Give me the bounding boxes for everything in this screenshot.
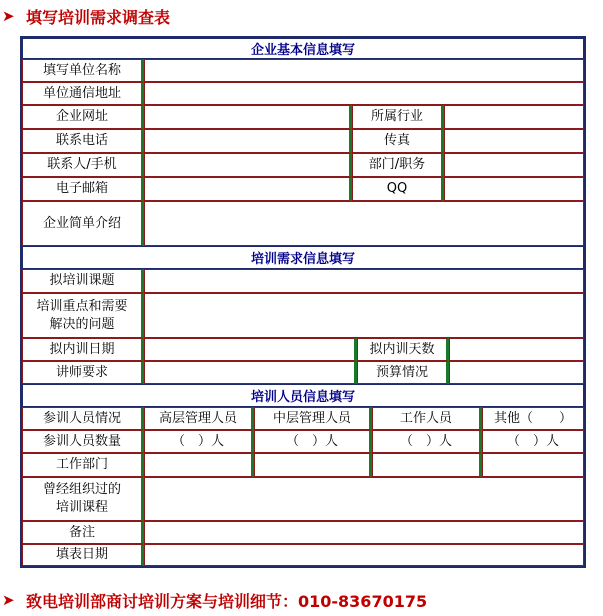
website-field[interactable] bbox=[144, 105, 352, 129]
department-staff-field[interactable] bbox=[372, 453, 482, 477]
industry-field[interactable] bbox=[444, 105, 584, 129]
fax-field[interactable] bbox=[444, 129, 584, 153]
label-focus-line2: 解决的问题 bbox=[49, 316, 115, 332]
label-budget: 预算情况 bbox=[357, 361, 449, 384]
department-other-field[interactable] bbox=[482, 453, 584, 477]
label-topic: 拟培训课题 bbox=[22, 269, 144, 293]
training-date-field[interactable] bbox=[144, 338, 357, 361]
label-count: 参训人员数量 bbox=[22, 430, 144, 453]
count-senior-field[interactable]: （ ）人 bbox=[144, 430, 254, 453]
phone-field[interactable] bbox=[144, 129, 352, 153]
label-department: 工作部门 bbox=[22, 453, 144, 477]
label-email: 电子邮箱 bbox=[22, 177, 144, 201]
label-focus-line1: 培训重点和需要 bbox=[36, 298, 128, 314]
contact-heading bbox=[2, 588, 427, 612]
company-name-field[interactable] bbox=[144, 59, 584, 82]
label-remarks: 备注 bbox=[22, 521, 144, 544]
form-heading bbox=[2, 4, 170, 28]
contact-heading-text: 致电培训部商讨培训方案与培训细节：010-83670175 bbox=[26, 591, 428, 611]
address-field[interactable] bbox=[144, 82, 584, 105]
count-middle-field[interactable]: （ ）人 bbox=[254, 430, 372, 453]
department-middle-field[interactable] bbox=[254, 453, 372, 477]
qq-field[interactable] bbox=[444, 177, 584, 201]
training-days-field[interactable] bbox=[449, 338, 584, 361]
label-lecturer: 讲师要求 bbox=[22, 361, 144, 384]
section-header-staff: 培训人员信息填写 bbox=[22, 384, 584, 407]
count-staff-field[interactable]: （ ）人 bbox=[372, 430, 482, 453]
label-prior-line2: 培训课程 bbox=[55, 500, 108, 515]
category-middle: 中层管理人员 bbox=[254, 407, 372, 430]
label-prior-courses bbox=[22, 477, 144, 521]
label-website: 企业网址 bbox=[22, 105, 144, 129]
category-other[interactable]: 其他（ ） bbox=[482, 407, 584, 430]
label-phone: 联系电话 bbox=[22, 129, 144, 153]
label-fill-date: 填表日期 bbox=[22, 544, 144, 566]
contact-field[interactable] bbox=[144, 153, 352, 177]
label-training-date: 拟内训日期 bbox=[22, 338, 144, 361]
label-contact: 联系人/手机 bbox=[22, 153, 144, 177]
label-company-name: 填写单位名称 bbox=[22, 59, 144, 82]
arrow-icon: ➤ bbox=[2, 7, 15, 25]
intro-field[interactable] bbox=[144, 201, 584, 246]
count-other-field[interactable]: （ ）人 bbox=[482, 430, 584, 453]
section-header-needs: 培训需求信息填写 bbox=[22, 246, 584, 269]
remarks-field[interactable] bbox=[144, 521, 584, 544]
label-dept-title: 部门/职务 bbox=[352, 153, 444, 177]
label-participants: 参训人员情况 bbox=[22, 407, 144, 430]
budget-field[interactable] bbox=[449, 361, 584, 384]
label-industry: 所属行业 bbox=[352, 105, 444, 129]
category-senior: 高层管理人员 bbox=[144, 407, 254, 430]
training-needs-survey-form bbox=[20, 36, 586, 568]
label-intro: 企业简单介绍 bbox=[22, 201, 144, 246]
dept-title-field[interactable] bbox=[444, 153, 584, 177]
category-staff: 工作人员 bbox=[372, 407, 482, 430]
section-header-basic: 企业基本信息填写 bbox=[22, 38, 584, 59]
topic-field[interactable] bbox=[144, 269, 584, 293]
fill-date-field[interactable] bbox=[144, 544, 584, 566]
label-training-days: 拟内训天数 bbox=[357, 338, 449, 361]
label-qq: QQ bbox=[352, 177, 444, 201]
label-focus bbox=[22, 293, 144, 338]
arrow-icon: ➤ bbox=[2, 591, 15, 609]
label-prior-line1: 曾经组织过的 bbox=[42, 482, 121, 497]
prior-courses-field[interactable] bbox=[144, 477, 584, 521]
department-senior-field[interactable] bbox=[144, 453, 254, 477]
email-field[interactable] bbox=[144, 177, 352, 201]
focus-field[interactable] bbox=[144, 293, 584, 338]
label-address: 单位通信地址 bbox=[22, 82, 144, 105]
lecturer-field[interactable] bbox=[144, 361, 357, 384]
form-heading-text: 填写培训需求调查表 bbox=[26, 7, 171, 27]
label-fax: 传真 bbox=[352, 129, 444, 153]
